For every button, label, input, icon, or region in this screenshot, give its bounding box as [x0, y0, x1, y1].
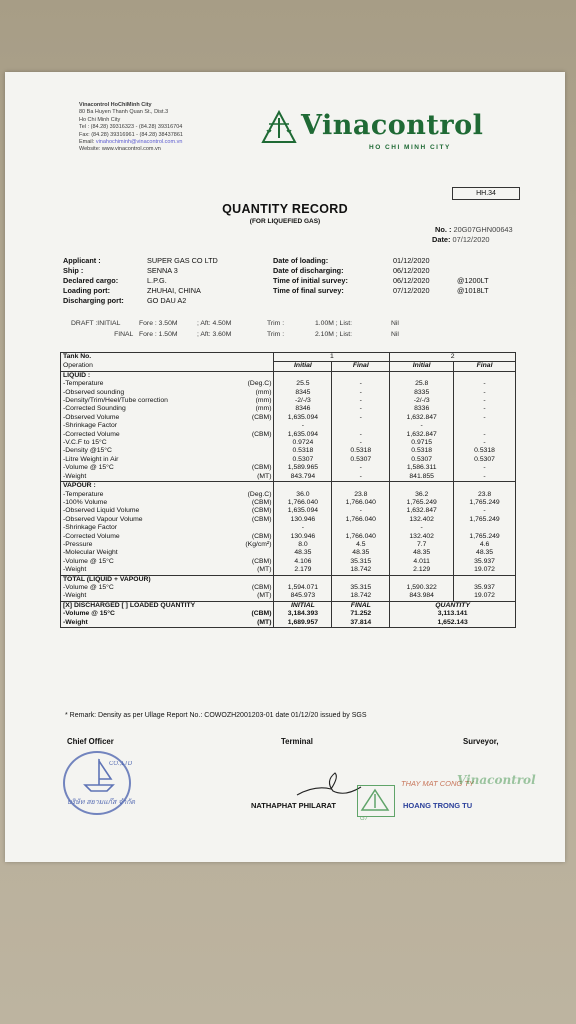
- row-unit: [232, 549, 274, 557]
- table-row: [61, 414, 516, 422]
- row-value: -: [390, 422, 454, 430]
- row-value: 130.946: [274, 516, 332, 524]
- table-row: [61, 491, 516, 499]
- row-value: 25.5: [274, 380, 332, 388]
- tank-2-header: 2: [390, 353, 516, 362]
- summary-label: [X] DISCHARGED [ ] LOADED QUANTITY: [61, 601, 274, 610]
- table-row: [61, 592, 516, 601]
- row-value: -: [332, 431, 390, 439]
- row-unit: (CBM): [232, 610, 274, 618]
- table-row: [61, 558, 516, 566]
- draft-row: [71, 329, 399, 340]
- row-value: 1,586.311: [390, 464, 454, 472]
- detail-label: Date of discharging:: [273, 266, 344, 275]
- row-value: 4.5: [332, 541, 390, 549]
- brand-name: Vinacontrol: [301, 110, 484, 141]
- draft-aft: ; Aft: 4.50M: [197, 320, 232, 327]
- row-value: 4.011: [390, 558, 454, 566]
- row-unit: (CBM): [232, 499, 274, 507]
- total-section-label: TOTAL (LIQUID + VAPOUR): [61, 575, 274, 584]
- row-value: -: [332, 380, 390, 388]
- row-value: 132.402: [390, 533, 454, 541]
- row-value: -: [454, 507, 516, 515]
- row-value: 0.5307: [332, 456, 390, 464]
- row-value: [332, 422, 390, 430]
- row-value: 36.0: [274, 491, 332, 499]
- row-value: -: [332, 405, 390, 413]
- row-label: -Volume @ 15°C: [61, 464, 233, 472]
- detail-value: 06/12/2020: [393, 266, 430, 275]
- ship-stamp-text: บริษัท สยามแก๊ส จำกัด: [67, 799, 136, 806]
- row-unit: (CBM): [232, 431, 274, 439]
- row-value: 7.7: [390, 541, 454, 549]
- surveyor-label: Surveyor,: [463, 737, 499, 746]
- row-value: 19.072: [454, 566, 516, 575]
- row-value: 2.129: [390, 566, 454, 575]
- report-date-line: [365, 235, 513, 245]
- row-unit: (mm): [232, 389, 274, 397]
- row-value: -: [454, 464, 516, 472]
- row-value: 0.5307: [390, 456, 454, 464]
- shipment-details-right: [273, 256, 489, 296]
- section-header-row: [61, 601, 516, 610]
- office-fax: Fax: (84.28) 39316961 - (84.28) 38437861: [79, 131, 183, 138]
- row-label: -Volume @ 15°C: [61, 584, 233, 592]
- report-date: 07/12/2020: [452, 235, 490, 244]
- draft-fore: Fore : 1.50M: [139, 331, 178, 338]
- row-unit: (mm): [232, 397, 274, 405]
- row-value: 23.8: [454, 491, 516, 499]
- row-value: -: [332, 389, 390, 397]
- row-unit: (CBM): [232, 414, 274, 422]
- draft-label: [71, 329, 139, 340]
- row-value: -: [454, 431, 516, 439]
- draft-aft: ; Aft: 3.60M: [197, 331, 232, 338]
- row-value: -: [454, 389, 516, 397]
- row-label: -Weight: [61, 473, 233, 482]
- row-value: -: [454, 414, 516, 422]
- row-label: -Litre Weight in Air: [61, 456, 233, 464]
- row-unit: (CBM): [232, 464, 274, 472]
- scales-stamp-icon: [360, 788, 390, 812]
- row-value: 1,766.040: [332, 533, 390, 541]
- shipment-details-left: [63, 256, 218, 306]
- row-value: 19.072: [454, 592, 516, 601]
- row-value: 8.0: [274, 541, 332, 549]
- row-value: 845.973: [274, 592, 332, 601]
- row-value: [454, 422, 516, 430]
- row-value: 1,652.143: [390, 619, 516, 628]
- email-label: Email:: [79, 139, 95, 146]
- row-value: 3,113.141: [390, 610, 516, 618]
- row-label: -Weight: [61, 592, 233, 601]
- row-value: 1,632.847: [390, 414, 454, 422]
- ship-stamp-text: CO.,LTD: [109, 761, 133, 767]
- row-unit: (CBM): [232, 558, 274, 566]
- page-title: QUANTITY RECORD: [222, 202, 348, 216]
- row-value: 4.6: [454, 541, 516, 549]
- report-number-block: [365, 225, 513, 245]
- table-row: [61, 524, 516, 532]
- table-row: [61, 507, 516, 515]
- report-no-label: No. :: [435, 225, 452, 234]
- detail-extra: @1018LT: [457, 286, 489, 295]
- table-row: [61, 566, 516, 575]
- row-value: -: [454, 380, 516, 388]
- detail-label: Date of loading:: [273, 256, 329, 265]
- row-label: -Pressure: [61, 541, 233, 549]
- row-value: 1,594.071: [274, 584, 332, 592]
- row-unit: (Deg.C): [232, 491, 274, 499]
- table-row: [61, 380, 516, 388]
- row-label: -Density/Trim/Heel/Tube correction: [61, 397, 233, 405]
- row-value: 35.937: [454, 558, 516, 566]
- detail-label: Applicant :: [63, 256, 101, 265]
- detail-label: Loading port:: [63, 286, 111, 295]
- row-value: 18.742: [332, 592, 390, 601]
- terminal-signature-icon: [295, 767, 365, 801]
- office-address-block: [79, 102, 183, 154]
- office-email-line: [79, 139, 183, 146]
- row-unit: [232, 447, 274, 455]
- row-value: 0.5318: [332, 447, 390, 455]
- row-label: -Shrinkage Factor: [61, 422, 233, 430]
- row-value: 1,590.322: [390, 584, 454, 592]
- summary-col-final: FINAL: [332, 601, 390, 610]
- detail-value: 07/12/2020: [393, 286, 430, 295]
- draft-label: DRAFT :INITIAL: [71, 320, 121, 327]
- summary-section: [61, 601, 516, 627]
- report-no: 20G07GHN00643: [453, 225, 513, 234]
- table-row: [61, 499, 516, 507]
- row-unit: (CBM): [232, 533, 274, 541]
- detail-value: SUPER GAS CO LTD: [147, 256, 218, 265]
- row-value: 48.35: [454, 549, 516, 557]
- row-value: 1,589.965: [274, 464, 332, 472]
- row-value: 132.402: [390, 516, 454, 524]
- row-value: -: [332, 414, 390, 422]
- row-value: 1,766.040: [332, 516, 390, 524]
- table-row: [61, 516, 516, 524]
- row-value: 1,635.094: [274, 414, 332, 422]
- row-value: 1,766.040: [274, 499, 332, 507]
- row-unit: (MT): [232, 592, 274, 601]
- row-value: 36.2: [390, 491, 454, 499]
- row-label: -Molecular Weight: [61, 549, 233, 557]
- vapour-section-label: VAPOUR :: [61, 482, 274, 491]
- draft-list: Nil: [391, 331, 399, 338]
- detail-value: 06/12/2020: [393, 276, 430, 285]
- row-value: 0.5318: [454, 447, 516, 455]
- table-row: [61, 541, 516, 549]
- section-header-row: [61, 371, 516, 380]
- table-row: [61, 405, 516, 413]
- table-row: [61, 447, 516, 455]
- row-value: -2/-/3: [274, 397, 332, 405]
- row-value: 35.315: [332, 558, 390, 566]
- row-value: 1,632.847: [390, 507, 454, 515]
- remark-note: * Remark: Density as per Ullage Report No.: COWOZH2001203-01 date 01/12/20 issued by SGS: [65, 712, 367, 719]
- office-tel: Tel : (84.28) 39316323 - (84.28) 39316704: [79, 124, 183, 131]
- draft-block: [71, 318, 399, 340]
- row-value: 3,184.393: [274, 610, 332, 618]
- row-value: 8336: [390, 405, 454, 413]
- table-row: [61, 619, 516, 628]
- row-label: -100% Volume: [61, 499, 233, 507]
- table-header-row: [61, 362, 516, 371]
- row-label: -Observed Liquid Volume: [61, 507, 233, 515]
- row-value: 71.252: [332, 610, 390, 618]
- row-value: 1,765.249: [454, 516, 516, 524]
- office-website: Website: www.vinacontrol.com.vn: [79, 146, 161, 153]
- row-value: 0.5307: [274, 456, 332, 464]
- detail-value: GO DAU A2: [147, 296, 187, 305]
- row-unit: [232, 439, 274, 447]
- row-value: 843.984: [390, 592, 454, 601]
- row-value: -: [454, 405, 516, 413]
- table-row: [61, 473, 516, 482]
- row-value: 841.855: [390, 473, 454, 482]
- row-label: -Volume @ 15°C: [61, 610, 233, 618]
- detail-label: Ship :: [63, 266, 84, 275]
- row-value: 1,635.094: [274, 431, 332, 439]
- report-no-line: [365, 225, 513, 235]
- detail-label: Time of initial survey:: [273, 276, 348, 285]
- detail-extra: @1200LT: [457, 276, 489, 285]
- row-value: 1,689.957: [274, 619, 332, 628]
- row-value: -: [454, 397, 516, 405]
- row-value: [332, 524, 390, 532]
- row-unit: (CBM): [232, 507, 274, 515]
- row-value: 843.794: [274, 473, 332, 482]
- surveyor-signatory-name: HOANG TRONG TU: [403, 801, 473, 810]
- table-row: [61, 584, 516, 592]
- row-label: -Corrected Volume: [61, 431, 233, 439]
- detail-label: Declared cargo:: [63, 276, 119, 285]
- row-unit: (mm): [232, 405, 274, 413]
- row-value: 48.35: [390, 549, 454, 557]
- row-value: 1,765.249: [454, 533, 516, 541]
- terminal-label: Terminal: [281, 737, 313, 746]
- detail-row: [273, 256, 489, 266]
- row-value: 48.35: [274, 549, 332, 557]
- draft-trim-value: 1.00M ; List:: [315, 320, 353, 327]
- row-value: -: [274, 422, 332, 430]
- watermark-brand: Vinacontrol: [457, 773, 536, 787]
- row-label: -Corrected Sounding: [61, 405, 233, 413]
- detail-value: 01/12/2020: [393, 256, 430, 265]
- row-unit: (CBM): [232, 584, 274, 592]
- office-email: vinahochiminh@vinacontrol.com.vn: [95, 139, 183, 146]
- detail-row: [63, 256, 218, 266]
- row-value: 25.8: [390, 380, 454, 388]
- tank-no-label: Tank No.: [61, 353, 274, 362]
- row-value: -: [390, 524, 454, 532]
- row-value: 130.946: [274, 533, 332, 541]
- total-section: [61, 575, 516, 601]
- row-label: -Shrinkage Factor: [61, 524, 233, 532]
- detail-row: [63, 276, 218, 286]
- table-row: [61, 610, 516, 618]
- signature-area: [65, 737, 536, 847]
- table-row: [61, 456, 516, 464]
- row-label: -Observed Volume: [61, 414, 233, 422]
- draft-trim-label: Trim :: [267, 320, 285, 327]
- report-date-label: Date:: [432, 235, 451, 244]
- detail-row: [63, 266, 218, 276]
- row-label: -Temperature: [61, 380, 233, 388]
- operation-label: Operation: [61, 362, 274, 371]
- row-value: -: [274, 524, 332, 532]
- col-final: Final: [332, 362, 390, 371]
- row-value: 35.315: [332, 584, 390, 592]
- row-value: 0.5318: [390, 447, 454, 455]
- detail-label: Discharging port:: [63, 296, 124, 305]
- vapour-section: [61, 482, 516, 575]
- detail-value: ZHUHAI, CHINA: [147, 286, 201, 295]
- page-subtitle: (FOR LIQUEFIED GAS): [249, 218, 321, 225]
- col-final: Final: [454, 362, 516, 371]
- section-header-row: [61, 575, 516, 584]
- draft-label-text: FINAL: [114, 331, 134, 338]
- row-value: -: [332, 464, 390, 472]
- table-header-row: [61, 353, 516, 362]
- row-unit: [232, 456, 274, 464]
- table-row: [61, 389, 516, 397]
- table-row: [61, 397, 516, 405]
- row-value: -: [332, 397, 390, 405]
- draft-list: Nil: [391, 320, 399, 327]
- detail-row: [273, 276, 489, 286]
- row-value: 0.9724: [274, 439, 332, 447]
- row-value: -: [454, 439, 516, 447]
- row-value: 1,765.249: [390, 499, 454, 507]
- liquid-section-label: LIQUID :: [61, 371, 274, 380]
- row-value: 37.814: [332, 619, 390, 628]
- row-unit: (MT): [232, 566, 274, 575]
- detail-row: [63, 296, 218, 306]
- row-label: -Observed sounding: [61, 389, 233, 397]
- document-page: [5, 72, 565, 862]
- table-row: [61, 464, 516, 472]
- chief-officer-label: Chief Officer: [67, 737, 114, 746]
- liquid-section: [61, 371, 516, 481]
- detail-row: [63, 286, 218, 296]
- row-label: -Density @15°C: [61, 447, 233, 455]
- row-label: -Temperature: [61, 491, 233, 499]
- draft-trim-label: Trim :: [267, 331, 285, 338]
- detail-value: L.P.G.: [147, 276, 167, 285]
- row-value: 8346: [274, 405, 332, 413]
- office-name: Vinacontrol HoChiMinh City: [79, 102, 152, 108]
- terminal-signatory-name: NATHAPHAT PHILARAT: [251, 801, 336, 810]
- detail-row: [273, 266, 489, 276]
- row-value: 8335: [390, 389, 454, 397]
- row-label: -Volume @ 15°C: [61, 558, 233, 566]
- row-unit: (MT): [232, 473, 274, 482]
- row-unit: [232, 422, 274, 430]
- row-value: 1,635.094: [274, 507, 332, 515]
- row-value: 1,632.847: [390, 431, 454, 439]
- row-unit: (MT): [232, 619, 274, 628]
- row-unit: (CBM): [232, 516, 274, 524]
- row-value: 4.106: [274, 558, 332, 566]
- row-value: 23.8: [332, 491, 390, 499]
- row-value: 1,766.040: [332, 499, 390, 507]
- scales-logo-icon: [261, 110, 297, 144]
- row-value: 0.5318: [274, 447, 332, 455]
- table-row: [61, 422, 516, 430]
- stamp-code: G7: [360, 816, 369, 822]
- row-value: 48.35: [332, 549, 390, 557]
- detail-value: SENNA 3: [147, 266, 178, 275]
- table-row: [61, 439, 516, 447]
- row-value: 0.5307: [454, 456, 516, 464]
- quantity-table: [60, 352, 516, 628]
- row-value: -: [332, 439, 390, 447]
- section-header-row: [61, 482, 516, 491]
- row-value: 2.179: [274, 566, 332, 575]
- office-address-line: Ho Chi Minh City: [79, 116, 121, 123]
- row-value: 8345: [274, 389, 332, 397]
- row-unit: (Kg/cm²): [232, 541, 274, 549]
- row-label: -Observed Vapour Volume: [61, 516, 233, 524]
- row-value: -: [332, 473, 390, 482]
- table-row: [61, 431, 516, 439]
- col-initial: Initial: [274, 362, 332, 371]
- draft-trim-value: 2.10M ; List:: [315, 331, 353, 338]
- row-value: 1,765.249: [454, 499, 516, 507]
- row-label: -V.C.F to 15°C: [61, 439, 233, 447]
- row-value: -2/-/3: [390, 397, 454, 405]
- draft-row: [71, 318, 399, 329]
- brand-city: HO CHI MINH CITY: [369, 144, 451, 151]
- row-value: -: [454, 473, 516, 482]
- row-label: -Weight: [61, 566, 233, 575]
- row-value: [454, 524, 516, 532]
- table-row: [61, 533, 516, 541]
- row-label: -Weight: [61, 619, 233, 628]
- draft-fore: Fore : 3.50M: [139, 320, 178, 327]
- row-label: -Corrected Volume: [61, 533, 233, 541]
- tank-1-header: 1: [274, 353, 390, 362]
- row-value: 0.9715: [390, 439, 454, 447]
- row-unit: [232, 524, 274, 532]
- vinacontrol-stamp: [357, 785, 395, 822]
- summary-col-quantity: QUANTITY: [390, 601, 516, 610]
- row-value: -: [332, 507, 390, 515]
- form-code-box: HH.34: [452, 187, 520, 200]
- row-value: 18.742: [332, 566, 390, 575]
- col-initial: Initial: [390, 362, 454, 371]
- summary-col-initial: INITIAL: [274, 601, 332, 610]
- table-row: [61, 549, 516, 557]
- row-unit: (Deg.C): [232, 380, 274, 388]
- detail-label: Time of final survey:: [273, 286, 344, 295]
- detail-row: [273, 286, 489, 296]
- row-value: 35.937: [454, 584, 516, 592]
- office-address-line: 80 Ba Huyen Thanh Quan St., Dist.3: [79, 109, 169, 116]
- surveyor-stamp-text: THAY MAT CONG TY: [401, 779, 474, 788]
